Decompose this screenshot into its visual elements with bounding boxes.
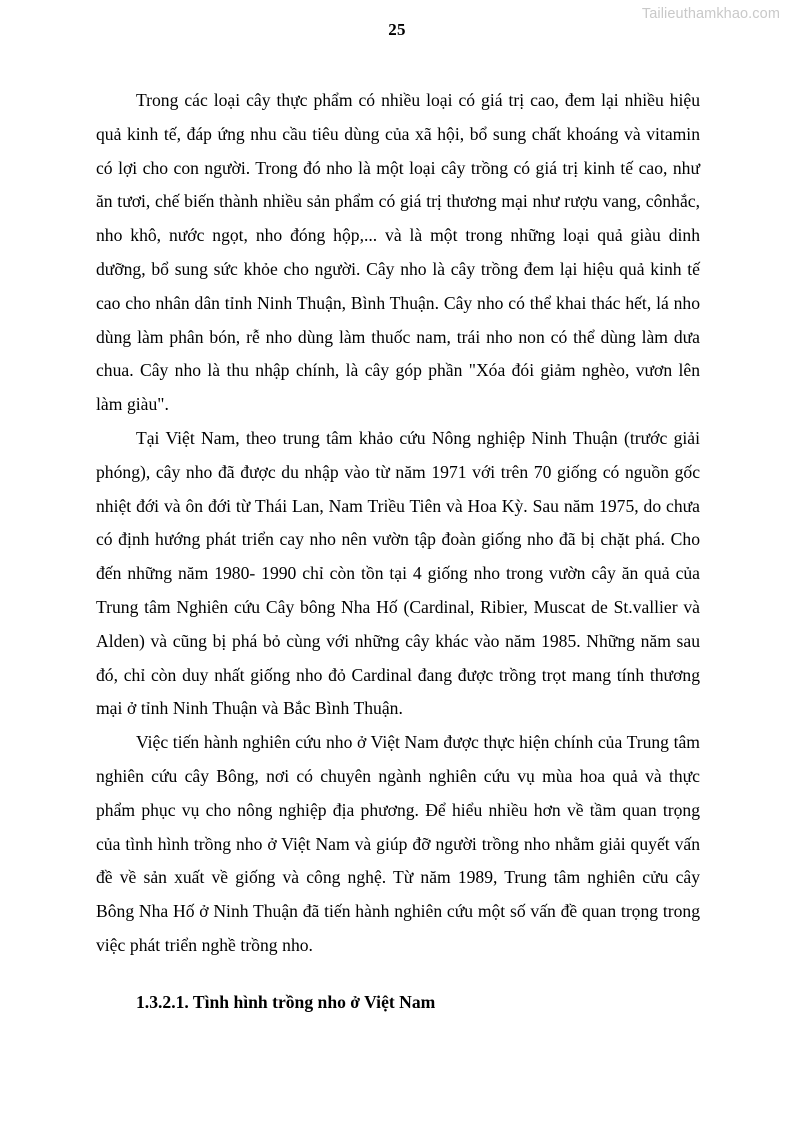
paragraph-3: Việc tiến hành nghiên cứu nho ở Việt Nam được thực hiện chính của Trung tâm nghiên cứu cây Bông, nơi có chuyên ngành nghiên cứu vụ mùa hoa quả và thực phẩm phục vụ cho nông nghiệp địa phương. Để hiểu nhiều hơn về tầm quan trọng của tình hình trồng nho ở Việt Nam và giúp đỡ người trồng nho nhằm giải quyết vấn đề về sản xuất về giống và công nghệ. Từ năm 1989, Trung tâm nghiên cửu cây Bông Nha Hố ở Ninh Thuận đã tiến hành nghiên cứu một số vấn đề quan trọng trong việc phát triển nghề trồng nho. [96,732,700,955]
paragraph-2: Tại Việt Nam, theo trung tâm khảo cứu Nông nghiệp Ninh Thuận (trước giải phóng), cây nho đã được du nhập vào từ năm 1971 với trên 70 giống có nguồn gốc nhiệt đới và ôn đới từ Thái Lan, Nam Triều Tiên và Hoa Kỳ. Sau năm 1975, do chưa có định hướng phát triển cay nho nên vườn tập đoàn giống nho đã bị chặt phá. Cho đến những năm 1980- 1990 chỉ còn tồn tại 4 giống nho trong vườn cây ăn quả của Trung tâm Nghiên cứu Cây bông Nha Hố (Cardinal, Ribier, Muscat de St.vallier và Alden) và cũng bị phá bỏ cùng với những cây khác vào năm 1985. Những năm sau đó, chỉ còn duy nhất giống nho đỏ Cardinal đang được trồng trọt mang tính thương mại ở tỉnh Ninh Thuận và Bắc Bình Thuận. [96,427,700,719]
section-heading: 1.3.2.1. Tình hình trồng nho ở Việt Nam [136,991,436,1012]
page-number: 25 [388,20,406,39]
page-header [0,0,794,60]
paragraph-1: Trong các loại cây thực phẩm có nhiều loại có giá trị cao, đem lại nhiều hiệu quả kinh tế, đáp ứng nhu cầu tiêu dùng của xã hội, bổ sung chất khoáng và vitamin có lợi cho con người. Trong đó nho là một loại cây trồng có giá trị kinh tế cao, như ăn tươi, chế biến thành nhiều sản phẩm có giá trị thương mại như rượu vang, cônhắc, nho khô, nước ngọt, nho đóng hộp,... và là một trong những loại quả giàu dinh dưỡng, bổ sung sức khỏe cho người. Cây nho là cây trồng đem lại hiệu quả kinh tế cao cho nhân dân tỉnh Ninh Thuận, Bình Thuận. Cây nho có thể khai thác hết, lá nho dùng làm phân bón, rễ nho dùng làm thuốc nam, trái nho non có thể dùng làm dưa chua. Cây nho là thu nhập chính, là cây góp phần "Xóa đói giảm nghèo, vươn lên làm giàu". [96,90,700,415]
page-content [96,84,700,1020]
watermark-text: Tailieuthamkhao.com [641,6,780,22]
